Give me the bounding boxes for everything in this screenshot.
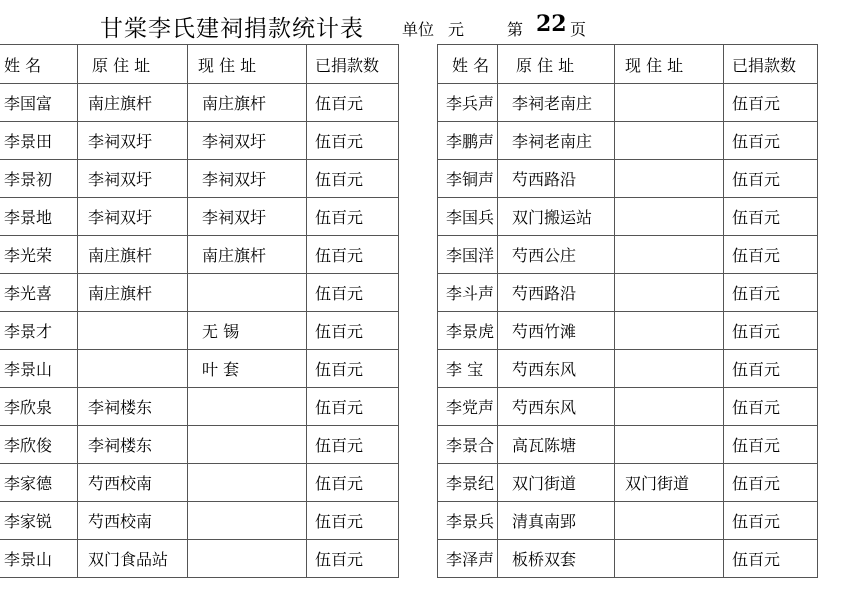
column-header-name: 姓 名	[0, 45, 78, 84]
table-row	[438, 502, 818, 540]
cell-name: 李鹏声	[438, 122, 498, 160]
table-row	[438, 540, 818, 578]
cell-current: 李祠双圩	[188, 160, 307, 198]
cell-amount: 伍百元	[307, 502, 399, 540]
page-number: 22	[536, 11, 567, 37]
cell-name: 李国洋	[438, 236, 498, 274]
cell-origin: 芍西东风	[498, 388, 615, 426]
table-row	[438, 122, 818, 160]
cell-current: 叶 套	[188, 350, 307, 388]
cell-origin: 芍西竹滩	[498, 312, 615, 350]
cell-origin: 芍西路沿	[498, 160, 615, 198]
cell-origin: 芍西校南	[78, 502, 188, 540]
cell-amount: 伍百元	[724, 84, 818, 122]
table-row	[0, 350, 399, 388]
cell-origin: 李祠双圩	[78, 122, 188, 160]
column-header-current: 现 住 址	[188, 45, 307, 84]
cell-origin: 李祠老南庄	[498, 84, 615, 122]
cell-name: 李光喜	[0, 274, 78, 312]
cell-origin	[78, 350, 188, 388]
table-row	[438, 464, 818, 502]
cell-current	[188, 464, 307, 502]
cell-origin	[78, 312, 188, 350]
cell-current	[615, 160, 724, 198]
donation-table-left	[0, 44, 399, 578]
table-row	[0, 236, 399, 274]
cell-amount: 伍百元	[724, 350, 818, 388]
cell-current: 南庄旗杆	[188, 84, 307, 122]
cell-name: 李欣泉	[0, 388, 78, 426]
cell-current	[615, 502, 724, 540]
cell-amount: 伍百元	[724, 274, 818, 312]
cell-name: 李景合	[438, 426, 498, 464]
cell-amount: 伍百元	[724, 388, 818, 426]
cell-current	[615, 236, 724, 274]
cell-current: 李祠双圩	[188, 198, 307, 236]
table-row	[438, 350, 818, 388]
cell-current: 南庄旗杆	[188, 236, 307, 274]
table-row	[438, 312, 818, 350]
cell-amount: 伍百元	[307, 312, 399, 350]
table-row	[438, 198, 818, 236]
cell-name: 李景地	[0, 198, 78, 236]
column-header-origin: 原 住 址	[498, 45, 615, 84]
cell-name: 李泽声	[438, 540, 498, 578]
cell-amount: 伍百元	[724, 198, 818, 236]
table-row	[438, 274, 818, 312]
cell-origin: 芍西路沿	[498, 274, 615, 312]
unit-value: 元	[448, 20, 465, 39]
cell-amount: 伍百元	[307, 464, 399, 502]
cell-current: 无 锡	[188, 312, 307, 350]
table-header-row	[0, 45, 399, 84]
cell-current	[615, 84, 724, 122]
cell-origin: 板桥双套	[498, 540, 615, 578]
cell-current: 李祠双圩	[188, 122, 307, 160]
cell-name: 李景才	[0, 312, 78, 350]
cell-name: 李家德	[0, 464, 78, 502]
unit-label: 单位	[402, 20, 435, 39]
cell-name: 李国富	[0, 84, 78, 122]
page-header	[0, 8, 851, 42]
cell-name: 李兵声	[438, 84, 498, 122]
cell-name: 李景纪	[438, 464, 498, 502]
cell-amount: 伍百元	[307, 388, 399, 426]
cell-amount: 伍百元	[307, 160, 399, 198]
cell-amount: 伍百元	[307, 198, 399, 236]
cell-current	[615, 312, 724, 350]
cell-current	[615, 350, 724, 388]
table-row	[438, 426, 818, 464]
cell-current	[615, 198, 724, 236]
page-number-prefix: 第	[507, 20, 524, 39]
cell-current	[615, 540, 724, 578]
cell-amount: 伍百元	[307, 122, 399, 160]
table-header-row	[438, 45, 818, 84]
cell-origin: 李祠双圩	[78, 160, 188, 198]
cell-amount: 伍百元	[307, 274, 399, 312]
cell-name: 李景虎	[438, 312, 498, 350]
cell-current	[615, 274, 724, 312]
cell-name: 李光荣	[0, 236, 78, 274]
cell-amount: 伍百元	[307, 84, 399, 122]
cell-origin: 芍西校南	[78, 464, 188, 502]
cell-name: 李景田	[0, 122, 78, 160]
cell-origin: 芍西公庄	[498, 236, 615, 274]
cell-name: 李国兵	[438, 198, 498, 236]
cell-name: 李斗声	[438, 274, 498, 312]
cell-amount: 伍百元	[724, 312, 818, 350]
column-header-current: 现 住 址	[615, 45, 724, 84]
cell-amount: 伍百元	[307, 426, 399, 464]
cell-origin: 芍西东风	[498, 350, 615, 388]
cell-origin: 南庄旗杆	[78, 84, 188, 122]
cell-name: 李欣俊	[0, 426, 78, 464]
column-header-amount: 已捐款数	[724, 45, 818, 84]
cell-current	[188, 274, 307, 312]
table-row	[0, 122, 399, 160]
column-header-origin: 原 住 址	[78, 45, 188, 84]
cell-origin: 双门食品站	[78, 540, 188, 578]
cell-current	[615, 122, 724, 160]
cell-current	[615, 426, 724, 464]
cell-origin: 李祠楼东	[78, 388, 188, 426]
cell-current	[188, 502, 307, 540]
column-header-amount: 已捐款数	[307, 45, 399, 84]
cell-name: 李 宝	[438, 350, 498, 388]
table-row	[0, 388, 399, 426]
cell-origin: 李祠老南庄	[498, 122, 615, 160]
cell-name: 李景山	[0, 540, 78, 578]
cell-origin: 高瓦陈塘	[498, 426, 615, 464]
cell-origin: 李祠双圩	[78, 198, 188, 236]
table-row	[0, 160, 399, 198]
cell-current	[188, 540, 307, 578]
page-title: 甘棠李氏建祠捐款统计表	[100, 16, 364, 42]
cell-amount: 伍百元	[307, 540, 399, 578]
table-row	[0, 540, 399, 578]
cell-amount: 伍百元	[724, 160, 818, 198]
cell-origin: 双门搬运站	[498, 198, 615, 236]
donation-table-right	[437, 44, 818, 578]
table-row	[438, 84, 818, 122]
cell-current	[615, 388, 724, 426]
cell-amount: 伍百元	[724, 426, 818, 464]
table-row	[438, 160, 818, 198]
cell-origin: 南庄旗杆	[78, 274, 188, 312]
cell-name: 李景兵	[438, 502, 498, 540]
cell-origin: 李祠楼东	[78, 426, 188, 464]
cell-amount: 伍百元	[724, 236, 818, 274]
cell-name: 李党声	[438, 388, 498, 426]
cell-amount: 伍百元	[724, 464, 818, 502]
cell-amount: 伍百元	[724, 122, 818, 160]
cell-amount: 伍百元	[307, 350, 399, 388]
table-row	[0, 274, 399, 312]
cell-amount: 伍百元	[307, 236, 399, 274]
table-row	[438, 388, 818, 426]
table-row	[0, 84, 399, 122]
cell-amount: 伍百元	[724, 540, 818, 578]
page-number-suffix: 页	[570, 20, 587, 39]
table-row	[0, 464, 399, 502]
cell-current	[188, 426, 307, 464]
cell-origin: 清真南郢	[498, 502, 615, 540]
table-row	[438, 236, 818, 274]
cell-amount: 伍百元	[724, 502, 818, 540]
table-row	[0, 426, 399, 464]
cell-current: 双门街道	[615, 464, 724, 502]
cell-current	[188, 388, 307, 426]
table-row	[0, 198, 399, 236]
cell-origin: 双门街道	[498, 464, 615, 502]
table-row	[0, 312, 399, 350]
cell-name: 李家锐	[0, 502, 78, 540]
cell-name: 李景山	[0, 350, 78, 388]
cell-origin: 南庄旗杆	[78, 236, 188, 274]
cell-name: 李景初	[0, 160, 78, 198]
cell-name: 李铜声	[438, 160, 498, 198]
table-row	[0, 502, 399, 540]
column-header-name: 姓 名	[438, 45, 498, 84]
